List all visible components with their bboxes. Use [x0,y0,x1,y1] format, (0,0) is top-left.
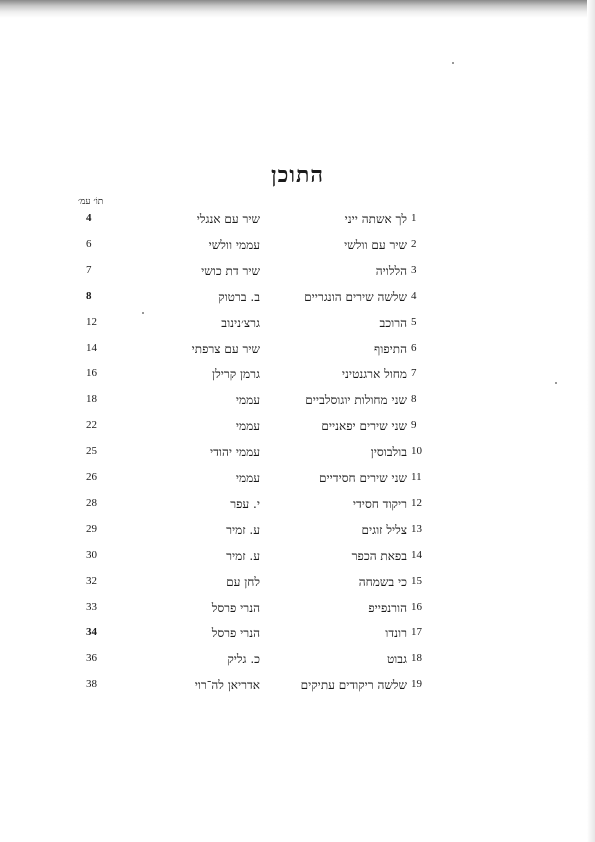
toc-page-number: 36 [86,652,97,665]
toc-number: 2 [411,237,417,250]
toc-number: 6 [411,341,417,354]
toc-page-number: 12 [86,315,97,328]
toc-number: 14 [411,548,422,561]
toc-title: הורנפייפ [368,600,407,615]
toc-number: 8 [411,393,417,406]
toc-number: 1 [411,212,417,224]
toc-composer: עממי [235,419,260,434]
toc-title: מחול ארגנטיני [341,367,407,382]
toc-number: 3 [411,263,417,276]
toc-page-number: 6 [86,237,92,250]
toc-composer: הנרי פרסל [211,600,260,615]
toc-row [0,342,595,362]
toc-row [0,652,595,672]
toc-title: ריקוד חסידי [352,496,407,511]
toc-page-number: 38 [86,678,97,691]
toc-title: לך אשתה ייני [344,212,407,226]
toc-title: שני שירים חסידיים [319,471,407,485]
toc-row [0,419,595,439]
toc-title: כי בשמחה [358,574,407,589]
toc-composer: שיר דת כושי [201,263,260,278]
scan-shadow-top [0,0,595,18]
toc-page-number: 22 [86,419,97,432]
toc-title: רונדו [385,626,407,641]
toc-composer: ע. זמיר [226,548,260,563]
toc-row [0,316,595,336]
toc-title: גבוט [386,652,407,667]
toc-row [0,678,595,698]
toc-number: 9 [411,419,417,432]
toc-page-number: 28 [86,496,97,509]
toc-page-number: 25 [86,445,97,458]
toc-title: שני שירים יפאניים [321,419,407,434]
toc-number: 4 [411,289,417,302]
toc-composer: עממי וולשי [208,237,260,252]
toc-composer: ב. ברטוק [218,289,260,304]
toc-number: 17 [411,626,422,639]
toc-row [0,497,595,517]
toc-number: 5 [411,315,417,328]
toc-composer: עממי יהודי [209,445,260,460]
toc-row [0,549,595,569]
toc-row [0,290,595,310]
toc-number: 18 [411,652,422,665]
toc-page-number: 33 [86,600,97,613]
toc-title: הללויה [375,263,407,278]
toc-number: 16 [411,600,422,613]
toc-composer: כ. גליק [227,652,260,667]
toc-page-number: 8 [86,289,92,302]
toc-composer: אדריאן לה־רוי [194,678,260,693]
toc-number: 15 [411,574,422,587]
toc-title: שיר עם וולשי [344,237,407,252]
toc-number: 7 [411,367,417,380]
toc-title: הרוכב [379,315,407,330]
toc-row [0,601,595,621]
toc-composer: גרמן קרילן [212,367,260,382]
toc-composer: י. עפר [230,496,260,511]
scan-speck [142,312,144,314]
toc-row [0,212,595,232]
toc-composer: שיר עם אנגלי [196,212,260,226]
toc-row [0,575,595,595]
toc-composer: גרצ׳נינוב [221,315,260,330]
toc-composer: ע. זמיר [226,522,260,537]
toc-row [0,367,595,387]
toc-composer: עממי [235,471,260,485]
toc-title: שלשה ריקודים עתיקים [300,678,407,693]
toc-title: שני מחולות יוגוסלביים [305,393,407,408]
toc-page-number: 26 [86,471,97,483]
toc-row [0,264,595,284]
toc-composer: לחן עם [226,574,260,589]
toc-page-number: 4 [86,212,92,224]
toc-page-number: 7 [86,263,92,276]
page-column-header: תוֹ׳ עמ׳ [78,197,104,207]
toc-page-number: 14 [86,341,97,354]
toc-number: 10 [411,445,422,458]
toc-number: 12 [411,496,422,509]
toc-title: בולבוסין [370,445,407,460]
toc-page-number: 32 [86,574,97,587]
toc-page-number: 16 [86,367,97,380]
toc-page-number: 29 [86,522,97,535]
toc-row [0,523,595,543]
scan-speck [452,62,454,64]
toc-row [0,393,595,413]
toc-number: 11 [411,471,422,483]
scan-speck [555,382,557,384]
toc-title: צליל זוגים [361,522,407,537]
toc-composer: הנרי פרסל [211,626,260,641]
toc-row [0,626,595,646]
toc-row [0,471,595,491]
toc-title: שלשה שירים הונגריים [304,289,407,304]
toc-title: התיפוף [374,341,407,356]
toc-number: 19 [411,678,422,691]
toc-title: בפאת הכפר [351,548,407,563]
toc-number: 13 [411,522,422,535]
toc-composer: עממי [235,393,260,408]
toc-page-number: 34 [86,626,97,639]
toc-page-number: 30 [86,548,97,561]
toc-row [0,445,595,465]
toc-page-number: 18 [86,393,97,406]
toc-composer: שיר עם צרפתי [191,341,260,356]
toc-row [0,238,595,258]
page-title: התוכן [270,162,325,188]
